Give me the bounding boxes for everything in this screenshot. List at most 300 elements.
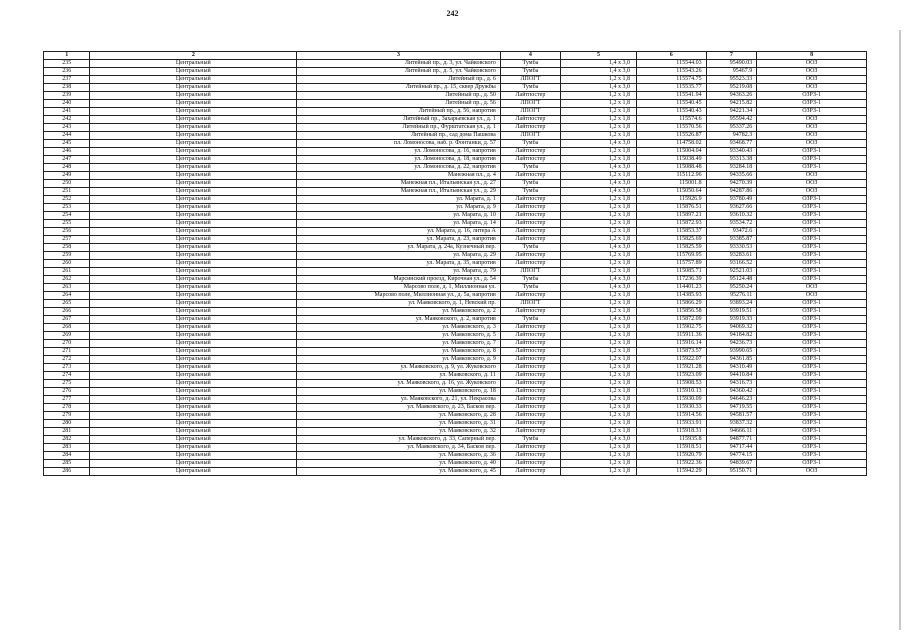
- row-number-cell: 261: [44, 268, 90, 276]
- y-coordinate-cell: 95124.48: [706, 276, 757, 284]
- x-coordinate-cell: 115916.14: [636, 340, 706, 348]
- table-row: [44, 412, 867, 420]
- row-number-cell: 235: [44, 60, 90, 68]
- row-number-cell: 243: [44, 124, 90, 132]
- structure-type-cell: Лайтпостер: [500, 292, 560, 300]
- district-cell: Центральный: [90, 364, 297, 372]
- x-coordinate-cell: 115933.91: [636, 420, 706, 428]
- y-coordinate-cell: 94360.42: [706, 388, 757, 396]
- table-body: [44, 60, 867, 476]
- x-coordinate-cell: 115541.94: [636, 92, 706, 100]
- size-cell: 1,2 x 1,8: [560, 348, 636, 356]
- zone-cell: ОЗРЗ-1: [757, 396, 867, 404]
- district-cell: Центральный: [90, 220, 297, 228]
- size-cell: 1,2 x 1,8: [560, 228, 636, 236]
- row-number-cell: 258: [44, 244, 90, 252]
- y-coordinate-cell: 95523.33: [706, 76, 757, 84]
- x-coordinate-cell: 115574.75: [636, 76, 706, 84]
- table-row: [44, 236, 867, 244]
- row-number-cell: 255: [44, 220, 90, 228]
- x-coordinate-cell: 115543.26: [636, 68, 706, 76]
- y-coordinate-cell: 95219.08: [706, 84, 757, 92]
- table-row: [44, 388, 867, 396]
- table-row: [44, 204, 867, 212]
- y-coordinate-cell: 93284.18: [706, 164, 757, 172]
- address-cell: Литейный пр., Фурштатская ул., д. 1: [297, 124, 501, 132]
- address-cell: ул. Марата, д. 79: [297, 268, 501, 276]
- y-coordinate-cell: 94877.71: [706, 436, 757, 444]
- structure-type-cell: Лайтпостер: [500, 220, 560, 228]
- structure-type-cell: Лайтпостер: [500, 404, 560, 412]
- structure-type-cell: Лайтпостер: [500, 236, 560, 244]
- zone-cell: ОЗРЗ-1: [757, 452, 867, 460]
- structure-type-cell: Лайтпостер: [500, 428, 560, 436]
- structure-type-cell: ЛПОГТ: [500, 300, 560, 308]
- address-cell: ул. Марата, д. 9: [297, 204, 501, 212]
- district-cell: Центральный: [90, 276, 297, 284]
- district-cell: Центральный: [90, 196, 297, 204]
- structure-type-cell: Лайтпостер: [500, 348, 560, 356]
- structure-type-cell: Лайтпостер: [500, 388, 560, 396]
- district-cell: Центральный: [90, 76, 297, 84]
- size-cell: 1,2 x 1,8: [560, 124, 636, 132]
- y-coordinate-cell: 95490.03: [706, 60, 757, 68]
- row-number-cell: 276: [44, 388, 90, 396]
- y-coordinate-cell: 95337.26: [706, 124, 757, 132]
- size-cell: 1,2 x 1,8: [560, 388, 636, 396]
- x-coordinate-cell: 115918.31: [636, 428, 706, 436]
- size-cell: 1,2 x 1,8: [560, 196, 636, 204]
- structure-type-cell: Лайтпостер: [500, 92, 560, 100]
- address-cell: ул. Ломоносова, д. 22, напротив: [297, 164, 501, 172]
- district-cell: Центральный: [90, 460, 297, 468]
- size-cell: 1,2 x 1,8: [560, 460, 636, 468]
- table-row: [44, 364, 867, 372]
- row-number-cell: 266: [44, 308, 90, 316]
- size-cell: 1,2 x 1,8: [560, 108, 636, 116]
- size-cell: 1,4 x 3,0: [560, 180, 636, 188]
- address-cell: ул. Маяковского, д. 11: [297, 372, 501, 380]
- table-row: [44, 420, 867, 428]
- structure-type-cell: ЛПОГТ: [500, 108, 560, 116]
- district-cell: Центральный: [90, 412, 297, 420]
- row-number-cell: 268: [44, 324, 90, 332]
- row-number-cell: 279: [44, 412, 90, 420]
- x-coordinate-cell: 115540.45: [636, 100, 706, 108]
- row-number-cell: 274: [44, 372, 90, 380]
- zone-cell: ОЗРЗ-1: [757, 420, 867, 428]
- x-coordinate-cell: 117236.39: [636, 276, 706, 284]
- zone-cell: ОЗРЗ-1: [757, 196, 867, 204]
- structure-type-cell: Лайтпостер: [500, 156, 560, 164]
- table-row: [44, 268, 867, 276]
- y-coordinate-cell: 95276.11: [706, 292, 757, 300]
- row-number-cell: 256: [44, 228, 90, 236]
- y-coordinate-cell: 94215.82: [706, 100, 757, 108]
- structure-type-cell: Лайтпостер: [500, 396, 560, 404]
- row-number-cell: 282: [44, 436, 90, 444]
- address-cell: ул. Маяковского, д. 3: [297, 324, 501, 332]
- district-cell: Центральный: [90, 124, 297, 132]
- y-coordinate-cell: 95250.24: [706, 284, 757, 292]
- size-cell: 1,4 x 3,0: [560, 60, 636, 68]
- structure-type-cell: Тумба: [500, 284, 560, 292]
- column-header: 1: [44, 52, 90, 60]
- structure-type-cell: Лайтпостер: [500, 444, 560, 452]
- address-cell: Литейный пр., д. 50: [297, 92, 501, 100]
- size-cell: 1,2 x 1,8: [560, 324, 636, 332]
- x-coordinate-cell: 115908.53: [636, 380, 706, 388]
- district-cell: Центральный: [90, 388, 297, 396]
- zone-cell: ООЗ: [757, 468, 867, 476]
- y-coordinate-cell: 94717.44: [706, 444, 757, 452]
- row-number-cell: 272: [44, 356, 90, 364]
- table-row: [44, 260, 867, 268]
- address-cell: Манежная пл., д. 4: [297, 172, 501, 180]
- table-row: [44, 380, 867, 388]
- district-cell: Центральный: [90, 444, 297, 452]
- zone-cell: ООЗ: [757, 76, 867, 84]
- address-cell: ул. Маяковского, д. 40: [297, 460, 501, 468]
- address-cell: Марсинский проезд, Кирочная ул., д. 54: [297, 276, 501, 284]
- row-number-cell: 242: [44, 116, 90, 124]
- structure-type-cell: Тумба: [500, 244, 560, 252]
- y-coordinate-cell: 94236.73: [706, 340, 757, 348]
- table-row: [44, 228, 867, 236]
- table-row: [44, 84, 867, 92]
- zone-cell: ООЗ: [757, 124, 867, 132]
- address-cell: ул. Марата, д. 35, напротив: [297, 260, 501, 268]
- address-cell: Манежная пл., Итальянская ул., д. 29: [297, 188, 501, 196]
- address-cell: ул. Маяковского, д. 31: [297, 420, 501, 428]
- zone-cell: ОЗРЗ-1: [757, 444, 867, 452]
- size-cell: 1,2 x 1,8: [560, 396, 636, 404]
- size-cell: 1,4 x 3,0: [560, 140, 636, 148]
- size-cell: 1,4 x 3,0: [560, 68, 636, 76]
- y-coordinate-cell: 93340.43: [706, 148, 757, 156]
- address-cell: ул. Маяковского, д. 18: [297, 388, 501, 396]
- district-cell: Центральный: [90, 340, 297, 348]
- address-cell: ул. Маяковского, д. 45: [297, 468, 501, 476]
- structure-type-cell: Тумба: [500, 68, 560, 76]
- zone-cell: ООЗ: [757, 180, 867, 188]
- x-coordinate-cell: 114758.02: [636, 140, 706, 148]
- table-row: [44, 276, 867, 284]
- zone-cell: ОЗРЗ-1: [757, 276, 867, 284]
- row-number-cell: 241: [44, 108, 90, 116]
- zone-cell: ООЗ: [757, 68, 867, 76]
- address-cell: ул. Маяковского, д. 21, ул. Некрасова: [297, 396, 501, 404]
- structure-type-cell: Лайтпостер: [500, 116, 560, 124]
- table-row: [44, 436, 867, 444]
- structure-type-cell: Лайтпостер: [500, 324, 560, 332]
- structure-type-cell: Лайтпостер: [500, 148, 560, 156]
- size-cell: 1,2 x 1,8: [560, 172, 636, 180]
- structure-type-cell: Лайтпостер: [500, 372, 560, 380]
- scan-edge-shadow: [899, 30, 901, 630]
- district-cell: Центральный: [90, 140, 297, 148]
- district-cell: Центральный: [90, 324, 297, 332]
- size-cell: 1,2 x 1,8: [560, 412, 636, 420]
- x-coordinate-cell: 115918.51: [636, 444, 706, 452]
- zone-cell: ООЗ: [757, 116, 867, 124]
- table-row: [44, 252, 867, 260]
- structure-type-cell: Лайтпостер: [500, 452, 560, 460]
- structure-type-cell: Лайтпостер: [500, 260, 560, 268]
- row-number-cell: 245: [44, 140, 90, 148]
- y-coordinate-cell: 92521.03: [706, 268, 757, 276]
- table-row: [44, 428, 867, 436]
- x-coordinate-cell: 115540.43: [636, 108, 706, 116]
- district-cell: Центральный: [90, 188, 297, 196]
- address-cell: ул. Марата, д. 16, литера А: [297, 228, 501, 236]
- address-cell: ул. Ломоносова, д. 18, напротив: [297, 156, 501, 164]
- structure-type-cell: ЛПОГТ: [500, 76, 560, 84]
- row-number-cell: 263: [44, 284, 90, 292]
- y-coordinate-cell: 93837.32: [706, 420, 757, 428]
- table-row: [44, 308, 867, 316]
- zone-cell: ОЗРЗ-1: [757, 228, 867, 236]
- advertising-sites-table: [43, 51, 867, 476]
- size-cell: 1,2 x 1,8: [560, 404, 636, 412]
- size-cell: 1,4 x 3,0: [560, 284, 636, 292]
- column-header: 6: [636, 52, 706, 60]
- zone-cell: ООЗ: [757, 84, 867, 92]
- size-cell: 1,4 x 3,0: [560, 84, 636, 92]
- address-cell: Литейный пр., д. 3, ул. Чайковского: [297, 60, 501, 68]
- address-cell: пл. Ломоносова, наб. р. Фонтанки, д. 57: [297, 140, 501, 148]
- y-coordinate-cell: 94839.67: [706, 460, 757, 468]
- row-number-cell: 254: [44, 212, 90, 220]
- row-number-cell: 275: [44, 380, 90, 388]
- size-cell: 1,2 x 1,8: [560, 92, 636, 100]
- size-cell: 1,2 x 1,8: [560, 340, 636, 348]
- zone-cell: ОЗРЗ-1: [757, 268, 867, 276]
- column-header: 4: [500, 52, 560, 60]
- column-header: 7: [706, 52, 757, 60]
- structure-type-cell: Лайтпостер: [500, 412, 560, 420]
- x-coordinate-cell: 115872.93: [636, 220, 706, 228]
- y-coordinate-cell: 93919.33: [706, 316, 757, 324]
- district-cell: Центральный: [90, 244, 297, 252]
- zone-cell: ОЗРЗ-1: [757, 356, 867, 364]
- x-coordinate-cell: 115112.96: [636, 172, 706, 180]
- x-coordinate-cell: 115535.77: [636, 84, 706, 92]
- zone-cell: ОЗРЗ-1: [757, 236, 867, 244]
- zone-cell: ОЗРЗ-1: [757, 92, 867, 100]
- structure-type-cell: Тумба: [500, 276, 560, 284]
- zone-cell: ОЗРЗ-1: [757, 324, 867, 332]
- structure-type-cell: Лайтпостер: [500, 380, 560, 388]
- district-cell: Центральный: [90, 92, 297, 100]
- district-cell: Центральный: [90, 348, 297, 356]
- row-number-cell: 251: [44, 188, 90, 196]
- table-row: [44, 132, 867, 140]
- address-cell: ул. Марата, д. 29: [297, 252, 501, 260]
- x-coordinate-cell: 115856.58: [636, 308, 706, 316]
- row-number-cell: 280: [44, 420, 90, 428]
- structure-type-cell: Тумба: [500, 188, 560, 196]
- y-coordinate-cell: 94310.49: [706, 364, 757, 372]
- x-coordinate-cell: 115920.79: [636, 452, 706, 460]
- size-cell: 1,2 x 1,8: [560, 356, 636, 364]
- y-coordinate-cell: 94361.85: [706, 356, 757, 364]
- y-coordinate-cell: 94782.3: [706, 132, 757, 140]
- y-coordinate-cell: 94316.73: [706, 380, 757, 388]
- row-number-cell: 267: [44, 316, 90, 324]
- x-coordinate-cell: 115876.51: [636, 204, 706, 212]
- structure-type-cell: Лайтпостер: [500, 196, 560, 204]
- x-coordinate-cell: 115757.89: [636, 260, 706, 268]
- address-cell: ул. Маяковского, д. 28: [297, 412, 501, 420]
- row-number-cell: 252: [44, 196, 90, 204]
- district-cell: Центральный: [90, 164, 297, 172]
- row-number-cell: 246: [44, 148, 90, 156]
- district-cell: Центральный: [90, 316, 297, 324]
- y-coordinate-cell: 94069.32: [706, 324, 757, 332]
- column-header: 2: [90, 52, 297, 60]
- address-cell: ул. Маяковского, д. 23, Басков пер.: [297, 404, 501, 412]
- zone-cell: ОЗРЗ-1: [757, 308, 867, 316]
- row-number-cell: 238: [44, 84, 90, 92]
- y-coordinate-cell: 94410.84: [706, 372, 757, 380]
- size-cell: 1,2 x 1,8: [560, 260, 636, 268]
- table-row: [44, 316, 867, 324]
- district-cell: Центральный: [90, 452, 297, 460]
- size-cell: 1,2 x 1,8: [560, 428, 636, 436]
- zone-cell: ОЗРЗ-1: [757, 340, 867, 348]
- district-cell: Центральный: [90, 468, 297, 476]
- table-row: [44, 212, 867, 220]
- zone-cell: ОЗРЗ-1: [757, 260, 867, 268]
- district-cell: Центральный: [90, 428, 297, 436]
- y-coordinate-cell: 94719.55: [706, 404, 757, 412]
- district-cell: Центральный: [90, 156, 297, 164]
- y-coordinate-cell: 94335.66: [706, 172, 757, 180]
- zone-cell: ООЗ: [757, 284, 867, 292]
- table-row: [44, 76, 867, 84]
- y-coordinate-cell: 94184.82: [706, 332, 757, 340]
- size-cell: 1,2 x 1,8: [560, 132, 636, 140]
- table-row: [44, 300, 867, 308]
- zone-cell: ОЗРЗ-1: [757, 380, 867, 388]
- row-number-cell: 286: [44, 468, 90, 476]
- address-cell: ул. Марата, д. 24а, Кузнечный пер.: [297, 244, 501, 252]
- district-cell: Центральный: [90, 132, 297, 140]
- structure-type-cell: Тумба: [500, 180, 560, 188]
- zone-cell: ОЗРЗ-1: [757, 164, 867, 172]
- y-coordinate-cell: 94363.26: [706, 92, 757, 100]
- address-cell: Литейный пр., сад дома Пашкова: [297, 132, 501, 140]
- district-cell: Центральный: [90, 292, 297, 300]
- x-coordinate-cell: 115085.71: [636, 268, 706, 276]
- size-cell: 1,4 x 3,0: [560, 436, 636, 444]
- y-coordinate-cell: 93283.61: [706, 252, 757, 260]
- address-cell: ул. Маяковского, д. 9: [297, 356, 501, 364]
- size-cell: 1,2 x 1,8: [560, 268, 636, 276]
- structure-type-cell: Лайтпостер: [500, 460, 560, 468]
- district-cell: Центральный: [90, 308, 297, 316]
- zone-cell: ООЗ: [757, 60, 867, 68]
- district-cell: Центральный: [90, 268, 297, 276]
- address-cell: ул. Маяковского, д. 36: [297, 452, 501, 460]
- y-coordinate-cell: 95594.42: [706, 116, 757, 124]
- x-coordinate-cell: 114401.23: [636, 284, 706, 292]
- row-number-cell: 264: [44, 292, 90, 300]
- table-row: [44, 452, 867, 460]
- x-coordinate-cell: 115930.09: [636, 396, 706, 404]
- table-row: [44, 60, 867, 68]
- row-number-cell: 284: [44, 452, 90, 460]
- structure-type-cell: Тумба: [500, 316, 560, 324]
- zone-cell: ОЗРЗ-1: [757, 436, 867, 444]
- structure-type-cell: Лайтпостер: [500, 228, 560, 236]
- row-number-cell: 237: [44, 76, 90, 84]
- zone-cell: ОЗРЗ-1: [757, 252, 867, 260]
- size-cell: 1,2 x 1,8: [560, 452, 636, 460]
- address-cell: ул. Маяковского, д. 5: [297, 332, 501, 340]
- y-coordinate-cell: 94666.11: [706, 428, 757, 436]
- zone-cell: ОЗРЗ-1: [757, 404, 867, 412]
- address-cell: ул. Маяковского, д. 9, ул. Жуковского: [297, 364, 501, 372]
- size-cell: 1,2 x 1,8: [560, 236, 636, 244]
- structure-type-cell: Лайтпостер: [500, 124, 560, 132]
- district-cell: Центральный: [90, 60, 297, 68]
- size-cell: 1,4 x 3,0: [560, 316, 636, 324]
- address-cell: ул. Маяковского, д. 32: [297, 428, 501, 436]
- x-coordinate-cell: 115873.57: [636, 348, 706, 356]
- x-coordinate-cell: 115921.28: [636, 364, 706, 372]
- district-cell: Центральный: [90, 420, 297, 428]
- structure-type-cell: ЛПОГТ: [500, 268, 560, 276]
- zone-cell: ОЗРЗ-1: [757, 372, 867, 380]
- x-coordinate-cell: 115910.13: [636, 388, 706, 396]
- size-cell: 1,4 x 3,0: [560, 276, 636, 284]
- table-row: [44, 324, 867, 332]
- x-coordinate-cell: 115935.8: [636, 436, 706, 444]
- zone-cell: ОЗРЗ-1: [757, 348, 867, 356]
- row-number-cell: 285: [44, 460, 90, 468]
- y-coordinate-cell: 94221.34: [706, 108, 757, 116]
- x-coordinate-cell: 115922.36: [636, 460, 706, 468]
- size-cell: 1,2 x 1,8: [560, 156, 636, 164]
- structure-type-cell: Лайтпостер: [500, 468, 560, 476]
- column-header: 5: [560, 52, 636, 60]
- structure-type-cell: Тумба: [500, 140, 560, 148]
- district-cell: Центральный: [90, 396, 297, 404]
- size-cell: 1,2 x 1,8: [560, 444, 636, 452]
- size-cell: 1,2 x 1,8: [560, 148, 636, 156]
- table-row: [44, 124, 867, 132]
- zone-cell: ОЗРЗ-1: [757, 332, 867, 340]
- address-cell: ул. Маяковского, д. 16, ул. Жуковского: [297, 380, 501, 388]
- zone-cell: ОЗРЗ-1: [757, 108, 867, 116]
- zone-cell: ООЗ: [757, 140, 867, 148]
- table-row: [44, 164, 867, 172]
- table-row: [44, 180, 867, 188]
- size-cell: 1,2 x 1,8: [560, 252, 636, 260]
- y-coordinate-cell: 95467.9: [706, 68, 757, 76]
- size-cell: 1,2 x 1,8: [560, 380, 636, 388]
- size-cell: 1,2 x 1,8: [560, 76, 636, 84]
- row-number-cell: 262: [44, 276, 90, 284]
- y-coordinate-cell: 94581.57: [706, 412, 757, 420]
- size-cell: 1,2 x 1,8: [560, 300, 636, 308]
- x-coordinate-cell: 115942.29: [636, 468, 706, 476]
- table-row: [44, 220, 867, 228]
- size-cell: 1,2 x 1,8: [560, 332, 636, 340]
- row-number-cell: 253: [44, 204, 90, 212]
